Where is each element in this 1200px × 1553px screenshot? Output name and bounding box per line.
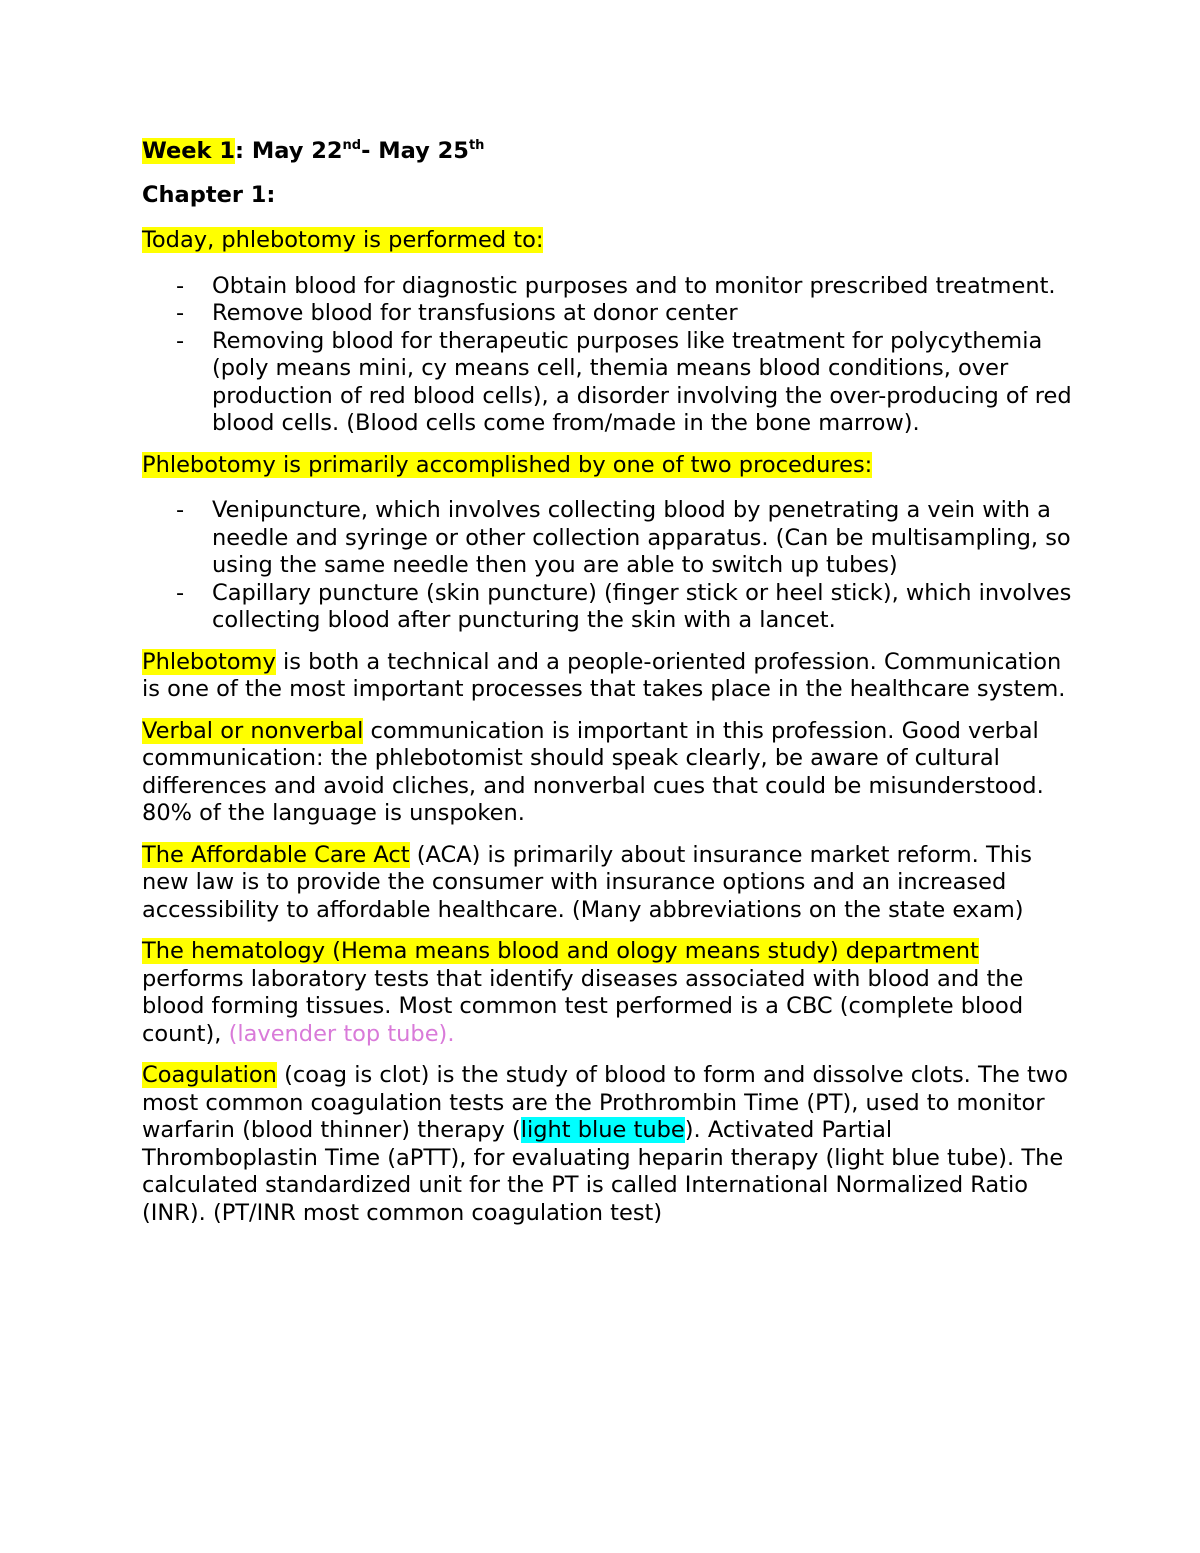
paragraph-coagulation	[142, 1062, 1072, 1227]
highlight-hematology: The hematology (Hema means blood and ology means study) department	[142, 938, 979, 964]
date-sup-th: th	[468, 138, 485, 153]
paragraph-text: is both a technical and a people-oriented profession. Communication is one of the most important processes that takes place in the healthcare system.	[142, 648, 1066, 702]
date-mid: - May 25	[361, 138, 469, 164]
list-item: - Removing blood for therapeutic purposes like treatment for polycythemia (poly means mini, cy means cell, themia means blood conditions, over production of red blood cells), a disorder involving the over-producing of red blood cells. (Blood cells come from/made in the bone marrow).	[142, 328, 1072, 438]
paragraph-verbal	[142, 718, 1072, 828]
highlight-aca: The Affordable Care Act	[142, 841, 410, 868]
paragraph-text: communication is important in this profession. Good verbal communication: the phlebotomist should speak clearly, be aware of cultural differences and avoid cliches, and nonverbal cues that could be misunderstood. 80% of the language is unspoken.	[142, 717, 1044, 826]
section2-heading	[142, 452, 1072, 480]
highlight-coagulation: Coagulation	[142, 1062, 277, 1088]
paragraph-aca	[142, 842, 1072, 925]
highlight-light-blue-tube: light blue tube	[520, 1117, 685, 1143]
highlight-phlebotomy: Phlebotomy	[142, 648, 276, 675]
section1-list	[142, 273, 1072, 438]
lavender-tube-text: (lavender top tube).	[228, 1020, 455, 1047]
document-page	[142, 138, 1072, 1241]
week-label: Week 1	[142, 138, 235, 164]
list-item: - Capillary puncture (skin puncture) (finger stick or heel stick), which involves collecting blood after puncturing the skin with a lancet.	[142, 580, 1072, 635]
list-item: - Venipuncture, which involves collecting blood by penetrating a vein with a needle and syringe or other collection apparatus. (Can be multisampling, so using the same needle then you are able to switch up tubes)	[142, 497, 1072, 580]
list-item: - Remove blood for transfusions at donor center	[142, 300, 1072, 328]
paragraph-text: performs laboratory tests that identify diseases associated with blood and the blood forming tissues. Most common test performed is a CBC (complete blood count),	[142, 965, 1024, 1047]
paragraph-text: (coag is clot) is the study of blood to form and dissolve clots. The two most common coagulation tests are the Prothrombin Time (PT), used to monitor warfarin (blood thinner) therapy (	[142, 1062, 1068, 1143]
highlight-verbal: Verbal or nonverbal	[142, 717, 364, 744]
section1-heading-text: Today, phlebotomy is performed to:	[142, 227, 544, 253]
paragraph-text: ). Activated Partial Thromboplastin Time (aPTT), for evaluating heparin therapy (light blue tube). The calculated standardized unit for the PT is called International Normalized Ratio (INR). (PT/INR most common coagulation test)	[142, 1117, 1064, 1226]
chapter-title: Chapter 1:	[142, 181, 276, 208]
section2-heading-text: Phlebotomy is primarily accomplished by one of two procedures:	[142, 451, 873, 478]
paragraph-phlebotomy	[142, 649, 1072, 704]
paragraph-hematology	[142, 938, 1072, 1048]
section2-list	[142, 497, 1072, 635]
date-prefix: : May 22	[235, 138, 343, 164]
section1-heading	[142, 227, 1072, 255]
date-sup-nd: nd	[342, 138, 362, 153]
list-item: - Obtain blood for diagnostic purposes and to monitor prescribed treatment.	[142, 273, 1072, 301]
paragraph-text: (ACA) is primarily about insurance market reform. This new law is to provide the consumer with insurance options and an increased accessibility to affordable healthcare. (Many abbreviations on the state exam)	[142, 841, 1032, 923]
week-title	[142, 138, 1072, 166]
